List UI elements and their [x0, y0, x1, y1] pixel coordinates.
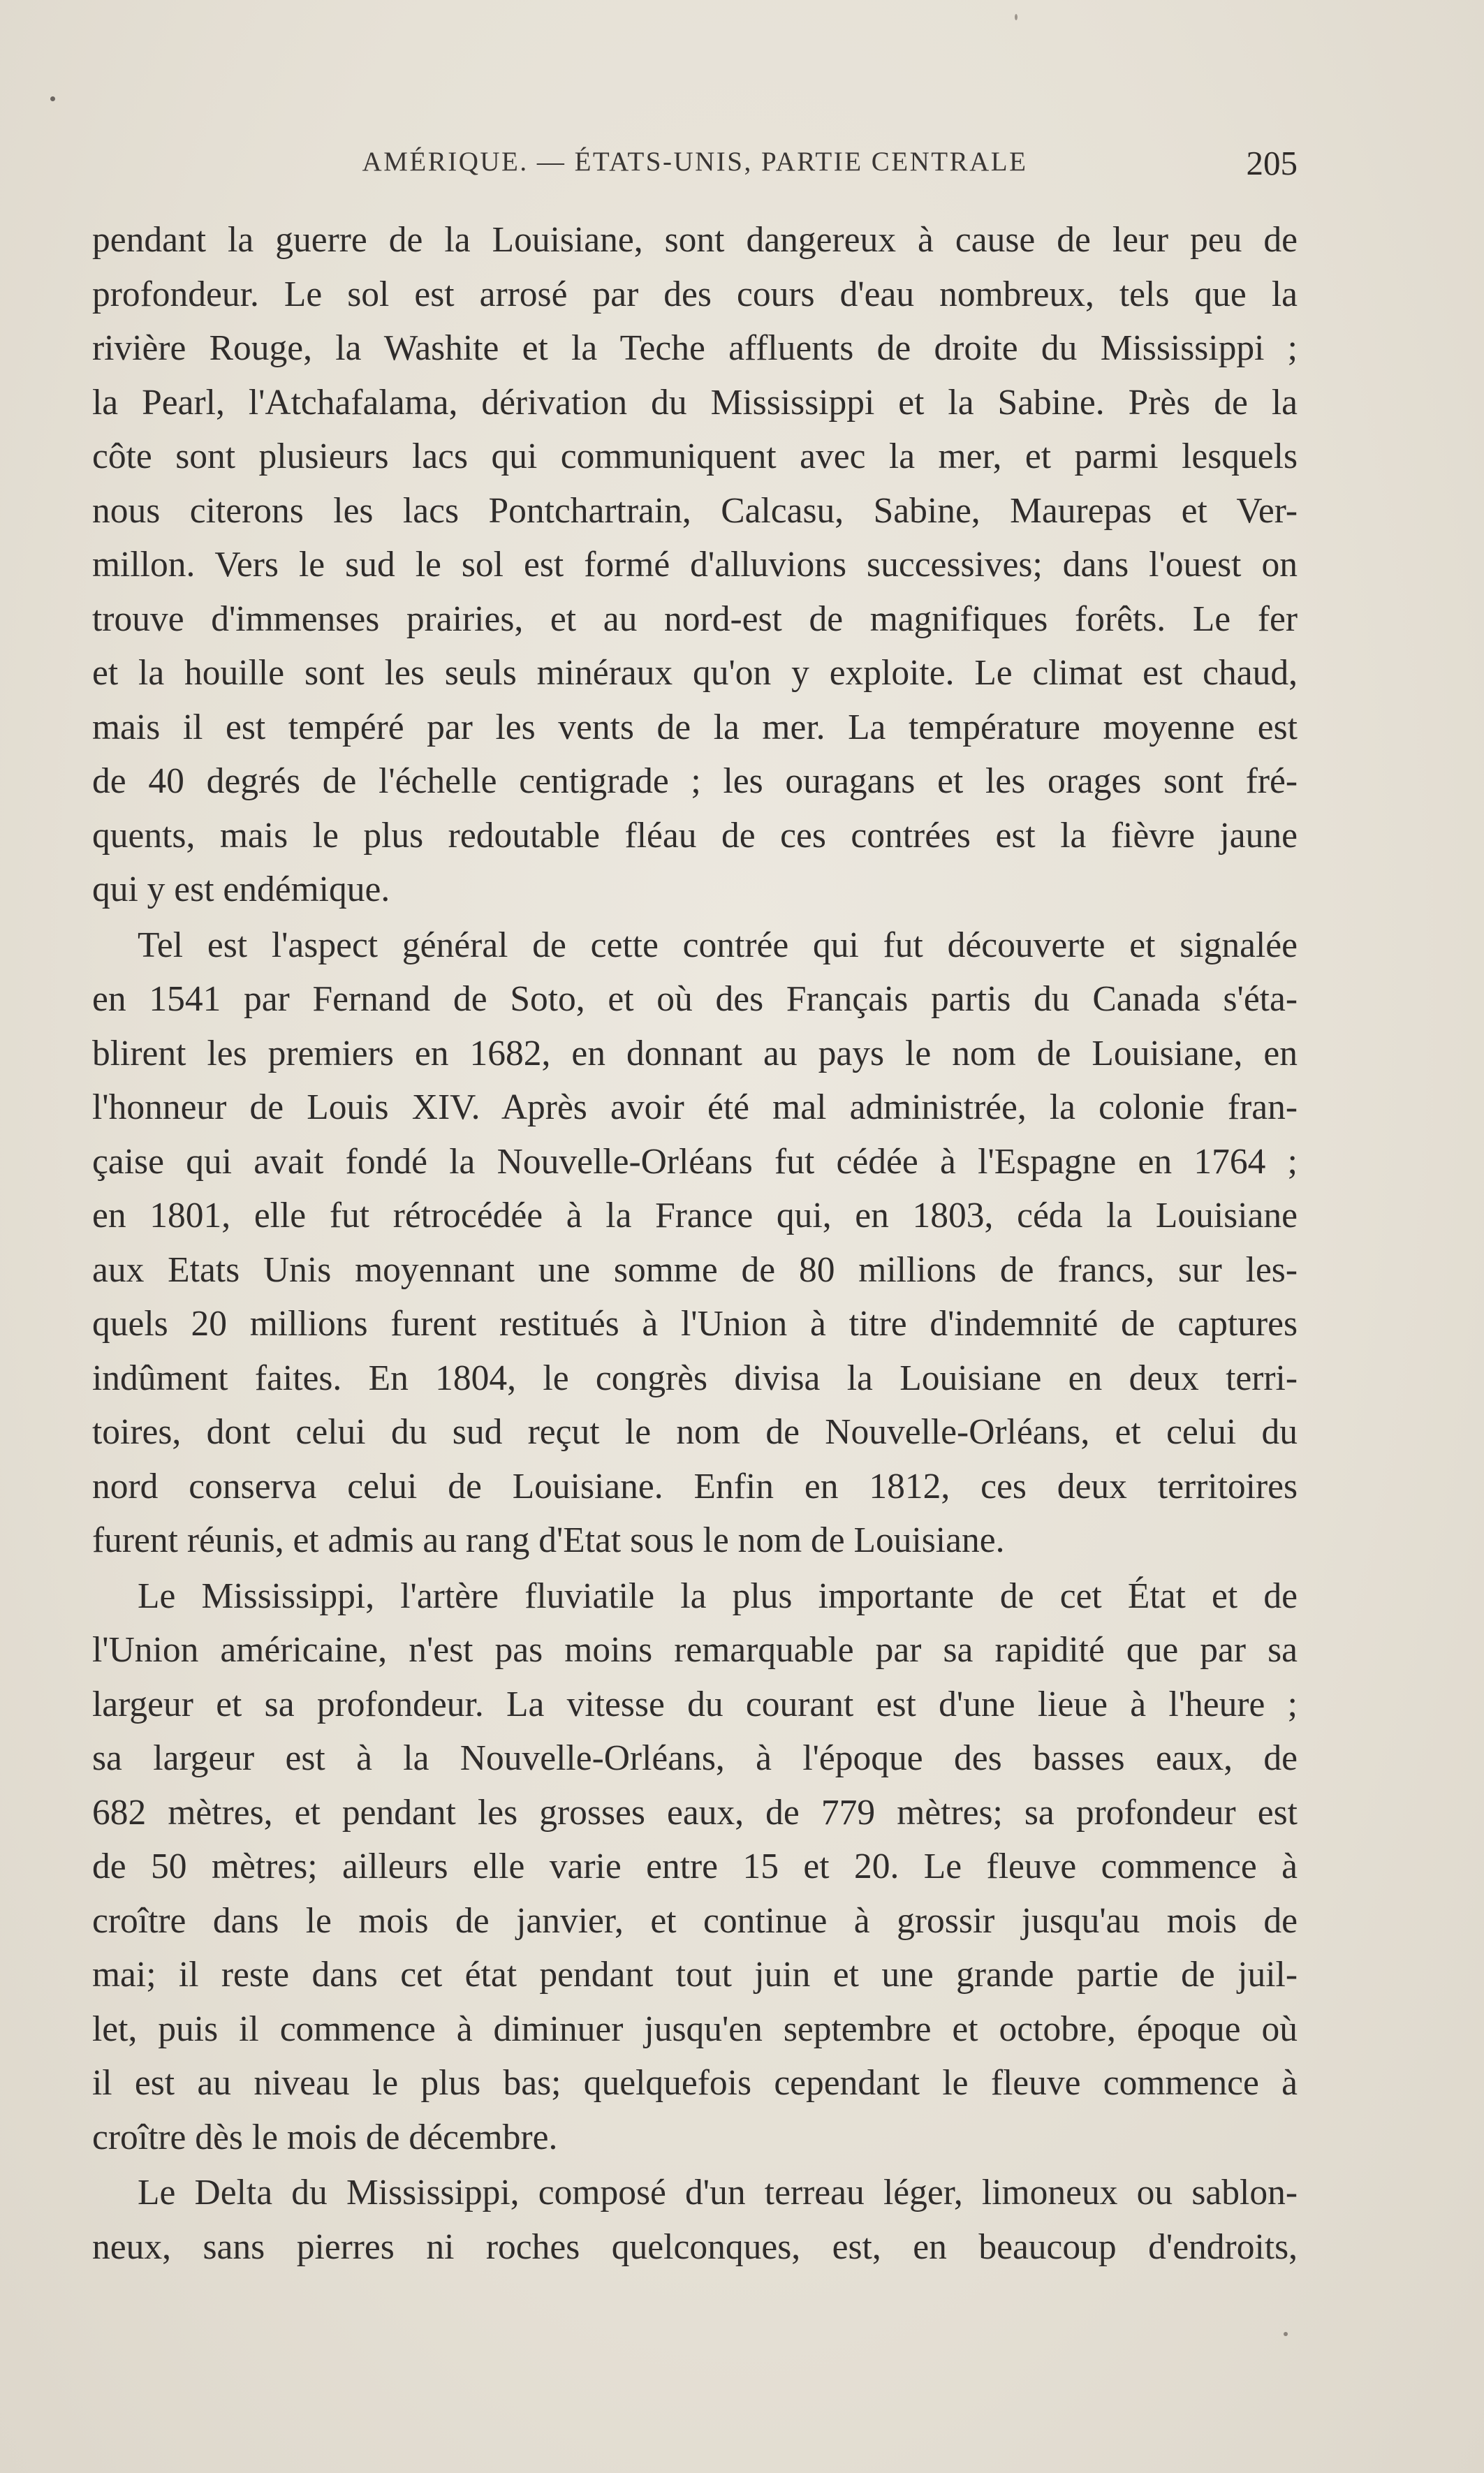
text-line: toires, dont celui du sud reçut le nom de Nouvelle-Orléans, et celui du: [92, 1412, 1298, 1452]
text-line: nous citerons les lacs Pontchartrain, Calcasu, Sabine, Maurepas et Ver-: [92, 490, 1298, 531]
paper-speck: [50, 96, 55, 101]
text-line: profondeur. Le sol est arrosé par des cours d'eau nombreux, tels que la: [92, 274, 1298, 314]
text-line: l'Union américaine, n'est pas moins remarquable par sa rapidité que par sa: [92, 1630, 1298, 1670]
text-line: en 1541 par Fernand de Soto, et où des Français partis du Canada s'éta-: [92, 979, 1298, 1019]
text-line: quents, mais le plus redoutable fléau de ces contrées est la fièvre jaune: [92, 815, 1298, 856]
text-line: blirent les premiers en 1682, en donnant au pays le nom de Louisiane, en: [92, 1033, 1298, 1073]
text-line: Tel est l'aspect général de cette contrée qui fut découverte et signalée: [138, 925, 1298, 965]
text-line: pendant la guerre de la Louisiane, sont dangereux à cause de leur peu de: [92, 220, 1298, 260]
text-line: de 40 degrés de l'échelle centigrade ; les ouragans et les orages sont fré-: [92, 761, 1298, 801]
paragraph-louisiane-history: [92, 918, 1298, 1568]
text-line: côte sont plusieurs lacs qui communiquent avec la mer, et parmi lesquels: [92, 436, 1298, 476]
paragraph-mississippi-delta: [92, 2166, 1298, 2274]
text-line: il est au niveau le plus bas; quelquefois cependant le fleuve commence à: [92, 2063, 1298, 2103]
text-line: Le Delta du Mississippi, composé d'un terreau léger, limoneux ou sablon-: [138, 2173, 1298, 2213]
text-line: millon. Vers le sud le sol est formé d'alluvions successives; dans l'ouest on: [92, 545, 1298, 585]
paragraph-louisiane-geography: [92, 213, 1298, 917]
page-number: 205: [1246, 144, 1298, 182]
paper-speck: [1015, 14, 1018, 20]
text-line: 682 mètres, et pendant les grosses eaux, de 779 mètres; sa profondeur est: [92, 1792, 1298, 1833]
text-line: la Pearl, l'Atchafalama, dérivation du Mississippi et la Sabine. Près de la: [92, 382, 1298, 423]
text-line: croître dès le mois de décembre.: [92, 2117, 558, 2157]
text-line: let, puis il commence à diminuer jusqu'en septembre et octobre, époque où: [92, 2009, 1298, 2049]
text-line: aux Etats Unis moyennant une somme de 80 millions de francs, sur les-: [92, 1249, 1298, 1290]
text-line: mais il est tempéré par les vents de la mer. La température moyenne est: [92, 707, 1298, 747]
text-line: furent réunis, et admis au rang d'Etat sous le nom de Louisiane.: [92, 1520, 1005, 1560]
text-line: en 1801, elle fut rétrocédée à la France qui, en 1803, céda la Louisiane: [92, 1196, 1298, 1235]
running-title: AMÉRIQUE. — ÉTATS-UNIS, PARTIE CENTRALE: [362, 147, 1028, 177]
text-line: indûment faites. En 1804, le congrès divisa la Louisiane en deux terri-: [92, 1358, 1298, 1398]
paragraph-mississippi-river: [92, 1569, 1298, 2165]
text-line: nord conserva celui de Louisiane. Enfin en 1812, ces deux territoires: [92, 1466, 1298, 1506]
text-line: largeur et sa profondeur. La vitesse du courant est d'une lieue à l'heure ;: [92, 1684, 1298, 1724]
page-header: [92, 143, 1298, 185]
paper-speck: [1284, 2332, 1288, 2336]
text-line: sa largeur est à la Nouvelle-Orléans, à l'époque des basses eaux, de: [92, 1738, 1298, 1778]
body-text: [92, 213, 1298, 2274]
text-line: quels 20 millions furent restitués à l'Union à titre d'indemnité de captures: [92, 1304, 1298, 1344]
text-line: mai; il reste dans cet état pendant tout juin et une grande partie de juil-: [92, 1955, 1298, 1995]
text-line: neux, sans pierres ni roches quelconques, est, en beaucoup d'endroits,: [92, 2226, 1298, 2267]
text-line: Le Mississippi, l'artère fluviatile la plus importante de cet État et de: [138, 1576, 1298, 1616]
text-line: croître dans le mois de janvier, et continue à grossir jusqu'au mois de: [92, 1900, 1298, 1941]
text-line: de 50 mètres; ailleurs elle varie entre 15 et 20. Le fleuve commence à: [92, 1847, 1298, 1886]
text-line: rivière Rouge, la Washite et la Teche affluents de droite du Mississippi ;: [92, 328, 1298, 368]
text-line: çaise qui avait fondé la Nouvelle-Orléans fut cédée à l'Espagne en 1764 ;: [92, 1141, 1298, 1182]
text-line: qui y est endémique.: [92, 869, 390, 909]
text-line: l'honneur de Louis XIV. Après avoir été mal administrée, la colonie fran-: [92, 1087, 1298, 1127]
text-line: et la houille sont les seuls minéraux qu'on y exploite. Le climat est chaud,: [92, 653, 1298, 693]
text-line: trouve d'immenses prairies, et au nord-est de magnifiques forêts. Le fer: [92, 599, 1298, 639]
